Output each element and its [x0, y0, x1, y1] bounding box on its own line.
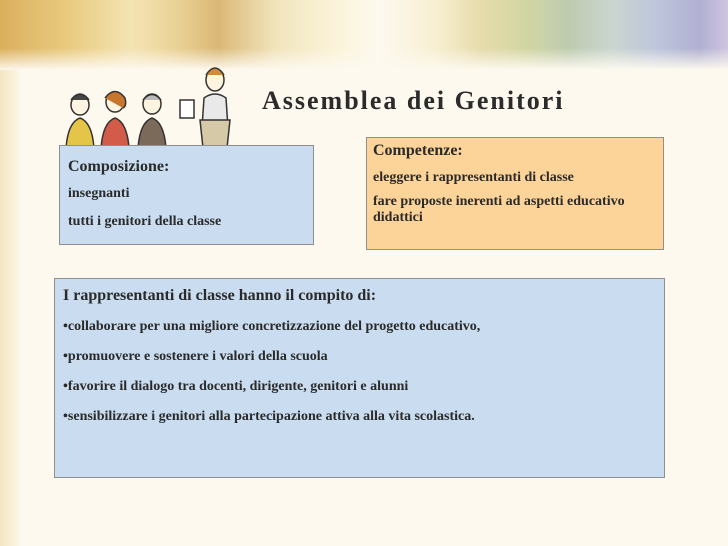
bullet-icon: •: [63, 409, 68, 424]
composizione-heading: Composizione:: [68, 158, 170, 175]
meeting-clipart-icon: [60, 60, 250, 150]
left-decor-stripe: [0, 0, 22, 546]
competenze-box: [366, 137, 664, 250]
composizione-box: [59, 145, 314, 245]
rappresentanti-box: [54, 278, 665, 478]
competenze-item: fare proposte inerenti ad aspetti educativo didattici: [373, 194, 625, 225]
list-item-text: collaborare per una migliore concretizzazione del progetto educativo,: [67, 319, 481, 334]
list-item-text: favorire il dialogo tra docenti, dirigente, genitori e alunni: [67, 379, 409, 394]
list-item: [63, 349, 656, 365]
list-item-text: sensibilizzare i genitori alla partecipazione attiva alla vita scolastica.: [67, 409, 475, 424]
bullet-icon: •: [63, 319, 68, 334]
competenze-item: eleggere i rappresentanti di classe: [373, 170, 574, 185]
list-item: [63, 379, 656, 395]
list-item: [63, 409, 656, 425]
composizione-item: tutti i genitori della classe: [68, 214, 222, 229]
page-title: Assemblea dei Genitori: [262, 86, 565, 115]
bullet-icon: •: [63, 379, 68, 394]
bullet-icon: •: [63, 349, 68, 364]
list-item: [63, 319, 656, 335]
list-item-text: promuovere e sostenere i valori della scuola: [67, 349, 328, 364]
composizione-item: insegnanti: [68, 186, 130, 201]
competenze-heading: Competenze:: [373, 142, 463, 159]
rappresentanti-heading: I rappresentanti di classe hanno il compito di:: [63, 287, 377, 304]
